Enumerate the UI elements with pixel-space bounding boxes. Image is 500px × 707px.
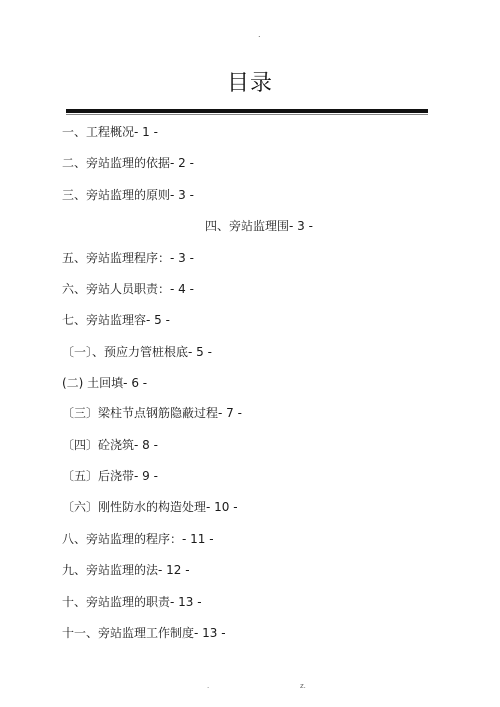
page-title: 目录 — [226, 71, 273, 96]
toc-entry-6[interactable]: 六、旁站人员职责：- 4 - — [62, 282, 194, 296]
toc-entry-15[interactable]: 九、旁站监理的法- 12 - — [62, 563, 190, 577]
toc-entry-13[interactable]: 〔六〕刚性防水的构造处理- 10 - — [62, 500, 238, 514]
toc-entry-10[interactable]: 〔三〕梁柱节点钢筋隐蔽过程- 7 - — [62, 406, 242, 420]
toc-entry-1[interactable]: 一、工程概况- 1 - — [62, 125, 158, 139]
toc-entry-16[interactable]: 十、旁站监理的职责- 13 - — [62, 595, 202, 609]
toc-entry-9[interactable]: (二) 土回填- 6 - — [62, 376, 148, 390]
toc-entry-2[interactable]: 二、旁站监理的依据- 2 - — [62, 156, 194, 170]
toc-entry-4[interactable]: 四、旁站监理围- 3 - — [205, 219, 313, 233]
toc-entry-12[interactable]: 〔五〕后浇带- 9 - — [62, 469, 158, 483]
toc-entry-8[interactable]: 〔一〕、预应力管桩根底- 5 - — [62, 345, 212, 359]
footer-left-mark: . — [207, 682, 210, 690]
toc-entry-11[interactable]: 〔四〕砼浇筑- 8 - — [62, 438, 158, 452]
footer-right-mark: z. — [300, 682, 306, 690]
toc-entry-5[interactable]: 五、旁站监理程序：- 3 - — [62, 251, 194, 265]
toc-entry-3[interactable]: 三、旁站监理的原则- 3 - — [62, 188, 194, 202]
top-dot-mark: . — [258, 30, 261, 39]
toc-entry-14[interactable]: 八、旁站监理的程序：- 11 - — [62, 532, 214, 546]
toc-entry-7[interactable]: 七、旁站监理容- 5 - — [62, 313, 170, 327]
toc-entry-17[interactable]: 十一、旁站监理工作制度- 13 - — [62, 626, 226, 640]
